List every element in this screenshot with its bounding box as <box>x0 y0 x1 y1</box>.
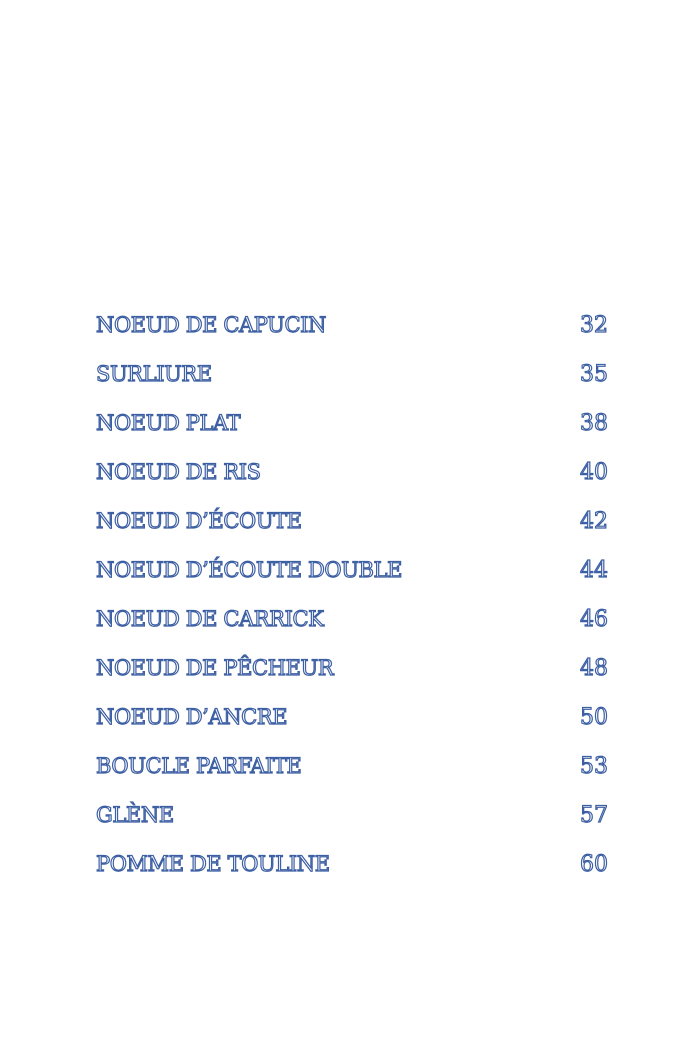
toc-entry-page-number: 53 <box>580 754 608 779</box>
toc-entry-page-number: 32 <box>580 313 608 338</box>
toc-entry-page-number: 60 <box>580 852 608 877</box>
toc-entry-title: GLÈNE <box>96 803 174 827</box>
toc-entry-page-number: 44 <box>580 558 608 583</box>
toc-entry-title: NOEUD PLAT <box>96 411 241 435</box>
toc-entry-page-number: 50 <box>580 705 608 730</box>
toc-entry[interactable] <box>96 358 608 407</box>
toc-entry-title: NOEUD DE RIS <box>96 460 261 484</box>
toc-entry[interactable] <box>96 652 608 701</box>
toc-entry-title: NOEUD D’ÉCOUTE DOUBLE <box>96 558 403 582</box>
toc-entry-title: NOEUD D’ÉCOUTE <box>96 509 302 533</box>
toc-entry-page-number: 42 <box>580 509 608 534</box>
toc-entry-title: NOEUD DE PÊCHEUR <box>96 656 334 680</box>
toc-entry-page-number: 38 <box>580 411 608 436</box>
toc-entry-page-number: 48 <box>580 656 608 681</box>
toc-entry-title: BOUCLE PARFAITE <box>96 754 302 778</box>
toc-entry[interactable] <box>96 309 608 358</box>
toc-entry-title: NOEUD DE CAPUCIN <box>96 313 327 337</box>
toc-entry[interactable] <box>96 701 608 750</box>
toc-entry-title: NOEUD D’ANCRE <box>96 705 288 729</box>
toc-entry-page-number: 57 <box>580 803 608 828</box>
toc-entry[interactable] <box>96 603 608 652</box>
toc-entry[interactable] <box>96 505 608 554</box>
toc-entry-page-number: 35 <box>580 362 608 387</box>
toc-entry-page-number: 40 <box>580 460 608 485</box>
toc-entry-title: SURLIURE <box>96 362 212 386</box>
toc-entry-page-number: 46 <box>580 607 608 632</box>
toc-entry-title: NOEUD DE CARRICK <box>96 607 324 631</box>
toc-entry[interactable] <box>96 750 608 799</box>
toc-entry[interactable] <box>96 407 608 456</box>
toc-entry[interactable] <box>96 799 608 848</box>
toc-entry[interactable] <box>96 456 608 505</box>
toc-entry[interactable] <box>96 554 608 603</box>
toc-entry[interactable] <box>96 848 608 897</box>
table-of-contents <box>96 309 608 897</box>
toc-entry-title: POMME DE TOULINE <box>96 852 330 876</box>
